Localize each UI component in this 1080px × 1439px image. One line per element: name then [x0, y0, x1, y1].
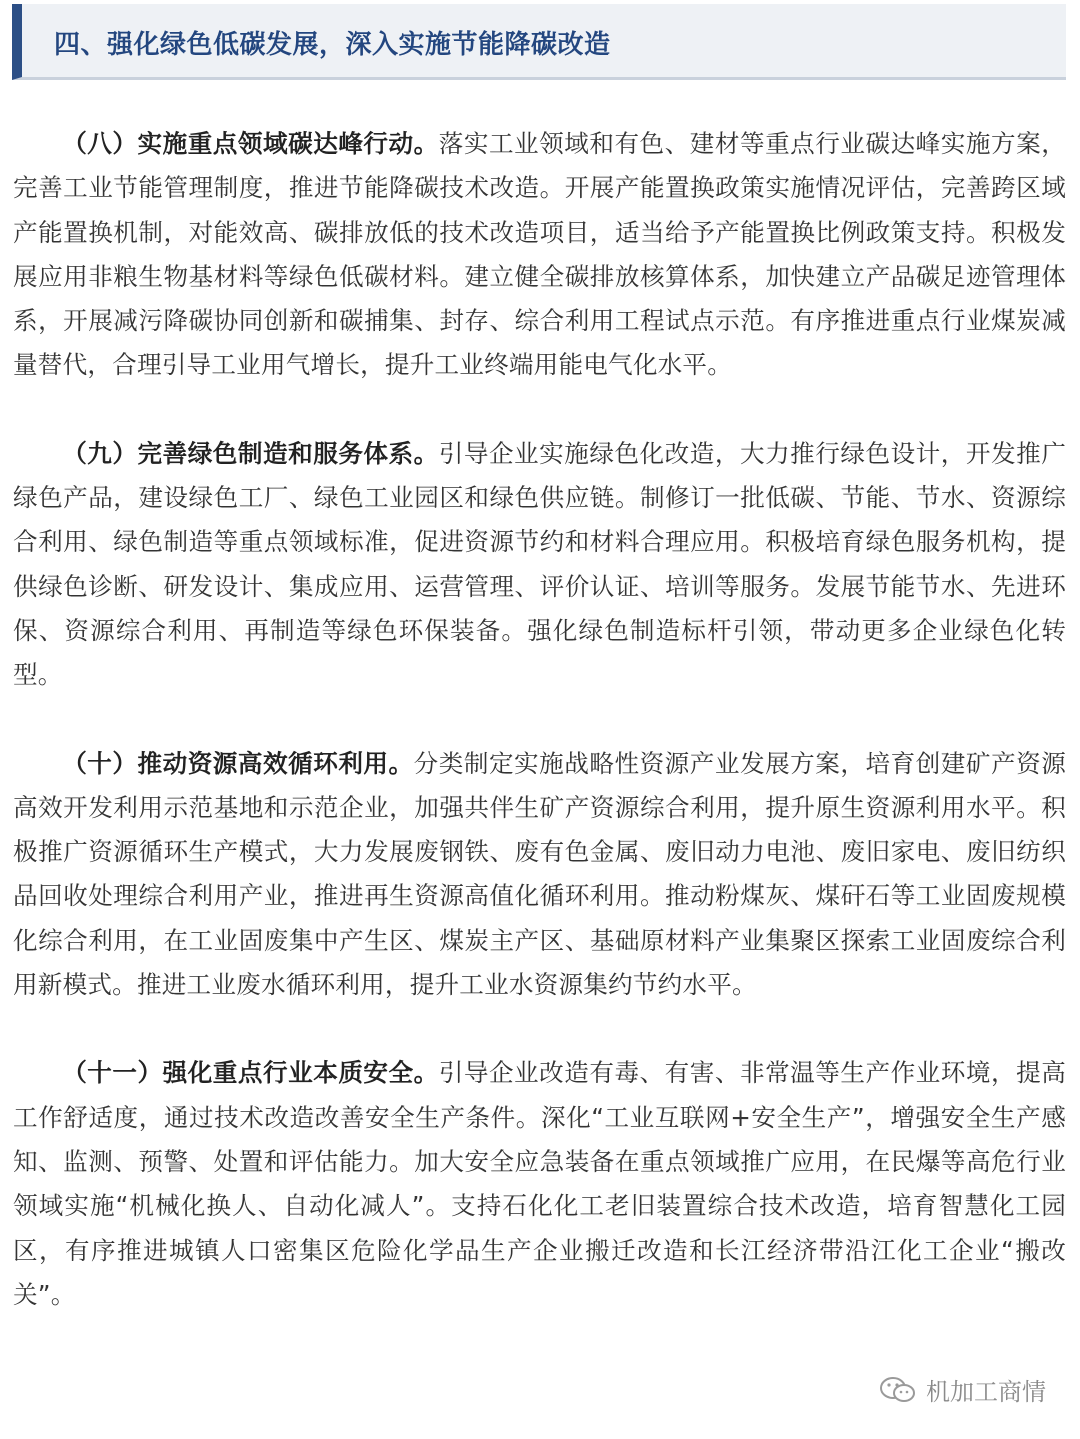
section-header: [12, 4, 1066, 80]
paragraph-lead: （九）完善绿色制造和服务体系。: [62, 438, 439, 468]
paragraph-lead: （十）推动资源高效循环利用。: [62, 748, 414, 778]
article-body: [13, 122, 1066, 1361]
paragraph-text: 引导企业改造有毒、有害、非常温等生产作业环境，提高工作舒适度，通过技术改造改善安全生产条件。深化“工业互联网+安全生产”，增强安全生产感知、监测、预警、处置和评估能力。加大安全应急装备在重点领域推广应用，在民爆等高危行业领域实施“机械化换人、自动化减人”。支持石化化工老旧装置综合技术改造，培育智慧化工园区，有序推进城镇人口密集区危险化学品生产企业搬迁改造和长江经济带沿江化工企业“搬改关”。: [13, 1058, 1066, 1309]
paragraph-10: [13, 742, 1066, 1008]
paragraph-text: 引导企业实施绿色化改造，大力推行绿色设计，开发推广绿色产品，建设绿色工厂、绿色工业园区和绿色供应链。制修订一批低碳、节能、节水、资源综合利用、绿色制造等重点领域标准，促进资源节约和材料合理应用。积极培育绿色服务机构，提供绿色诊断、研发设计、集成应用、运营管理、评价认证、培训等服务。发展节能节水、先进环保、资源综合利用、再制造等绿色环保装备。强化绿色制造标杆引领，带动更多企业绿色化转型。: [13, 438, 1066, 690]
wechat-icon: [878, 1375, 918, 1405]
paragraph-text: 落实工业领域和有色、建材等重点行业碳达峰实施方案，完善工业节能管理制度，推进节能降碳技术改造。开展产能置换政策实施情况评估，完善跨区域产能置换机制，对能效高、碳排放低的技术改造项目，适当给予产能置换比例政策支持。积极发展应用非粮生物基材料等绿色低碳材料。建立健全碳排放核算体系，加快建立产品碳足迹管理体系，开展减污降碳协同创新和碳捕集、封存、综合利用工程试点示范。有序推进重点行业煤炭减量替代，合理引导工业用气增长，提升工业终端用能电气化水平。: [13, 129, 1066, 380]
section-title: 四、强化绿色低碳发展，深入实施节能降碳改造: [54, 30, 611, 60]
watermark: [878, 1372, 1046, 1407]
paragraph-8: [13, 122, 1066, 388]
paragraph-text: 分类制定实施战略性资源产业发展方案，培育创建矿产资源高效开发利用示范基地和示范企业，加强共伴生矿产资源综合利用，提升原生资源利用水平。积极推广资源循环生产模式，大力发展废钢铁、废有色金属、废旧动力电池、废旧家电、废旧纺织品回收处理综合利用产业，推进再生资源高值化循环利用。推动粉煤灰、煤矸石等工业固废规模化综合利用，在工业固废集中产生区、煤炭主产区、基础原材料产业集聚区探索工业固废综合利用新模式。推进工业废水循环利用，提升工业水资源集约节约水平。: [13, 748, 1067, 1000]
paragraph-9: [13, 432, 1066, 698]
watermark-text: 机加工商情: [926, 1378, 1046, 1406]
paragraph-11: [13, 1051, 1066, 1317]
paragraph-lead: （十一）强化重点行业本质安全。: [62, 1058, 439, 1088]
paragraph-lead: （八）实施重点领域碳达峰行动。: [62, 129, 439, 158]
